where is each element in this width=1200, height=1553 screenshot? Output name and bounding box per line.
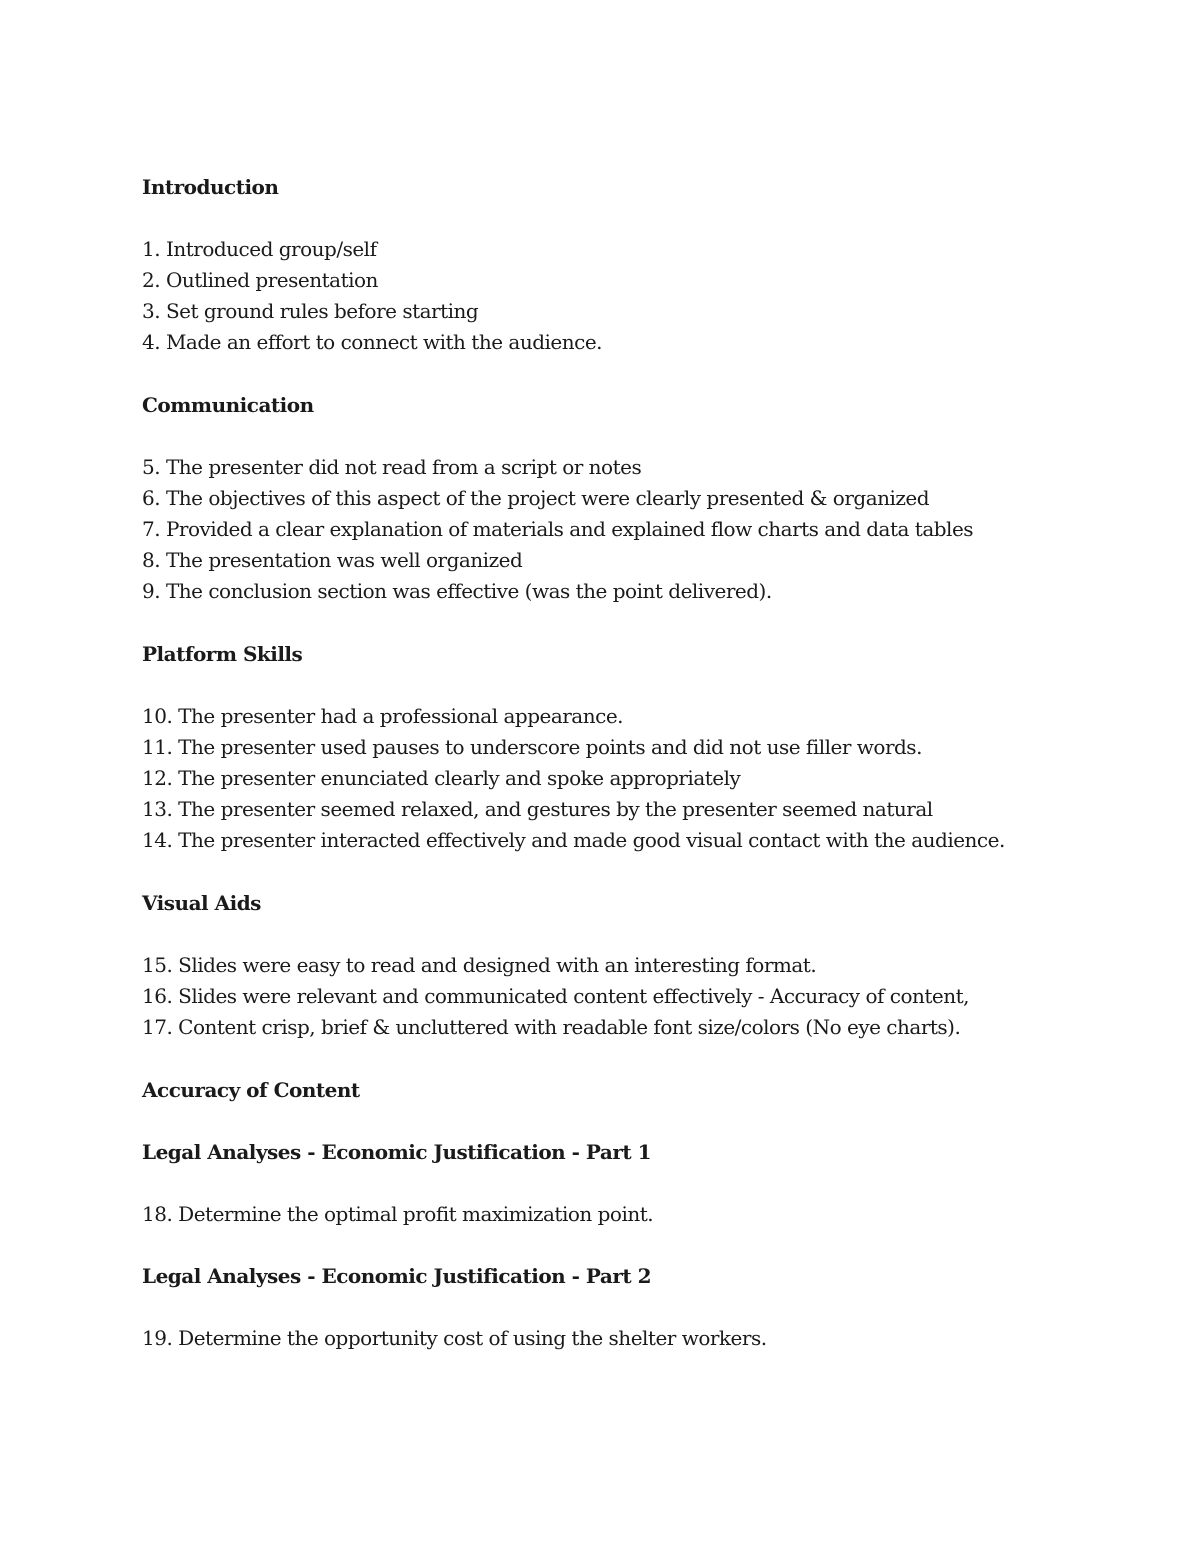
list-item: 17. Content crisp, brief & uncluttered with readable font size/colors (No eye charts).	[142, 1015, 961, 1039]
list-item: 2. Outlined presentation	[142, 268, 378, 292]
list-item: 13. The presenter seemed relaxed, and gestures by the presenter seemed natural	[142, 797, 933, 821]
section-heading-accuracy-of-content: Accuracy of Content	[142, 1078, 360, 1102]
section-heading-visual-aids: Visual Aids	[142, 891, 261, 915]
list-item: 15. Slides were easy to read and designed with an interesting format.	[142, 953, 817, 977]
list-item: 6. The objectives of this aspect of the project were clearly presented & organized	[142, 486, 930, 510]
section-heading-introduction: Introduction	[142, 175, 279, 199]
list-item: 10. The presenter had a professional appearance.	[142, 704, 624, 728]
list-item: 3. Set ground rules before starting	[142, 299, 479, 323]
list-item: 9. The conclusion section was effective (was the point delivered).	[142, 579, 772, 603]
section-heading-communication: Communication	[142, 393, 314, 417]
list-item: 7. Provided a clear explanation of materials and explained flow charts and data tables	[142, 517, 974, 541]
list-item: 1. Introduced group/self	[142, 237, 377, 261]
list-item: 12. The presenter enunciated clearly and spoke appropriately	[142, 766, 741, 790]
section-heading-platform-skills: Platform Skills	[142, 642, 303, 666]
section-heading-legal-analyses-part-2: Legal Analyses - Economic Justification - Part 2	[142, 1264, 652, 1288]
list-item: 14. The presenter interacted effectively and made good visual contact with the audience.	[142, 828, 1005, 852]
list-item: 11. The presenter used pauses to underscore points and did not use filler words.	[142, 735, 922, 759]
list-item: 16. Slides were relevant and communicated content effectively - Accuracy of content,	[142, 984, 970, 1008]
list-item: 18. Determine the optimal profit maximization point.	[142, 1202, 654, 1226]
section-heading-legal-analyses-part-1: Legal Analyses - Economic Justification - Part 1	[142, 1140, 652, 1164]
list-item: 8. The presentation was well organized	[142, 548, 523, 572]
list-item: 4. Made an effort to connect with the audience.	[142, 330, 603, 354]
list-item: 19. Determine the opportunity cost of using the shelter workers.	[142, 1326, 767, 1350]
list-item: 5. The presenter did not read from a script or notes	[142, 455, 642, 479]
